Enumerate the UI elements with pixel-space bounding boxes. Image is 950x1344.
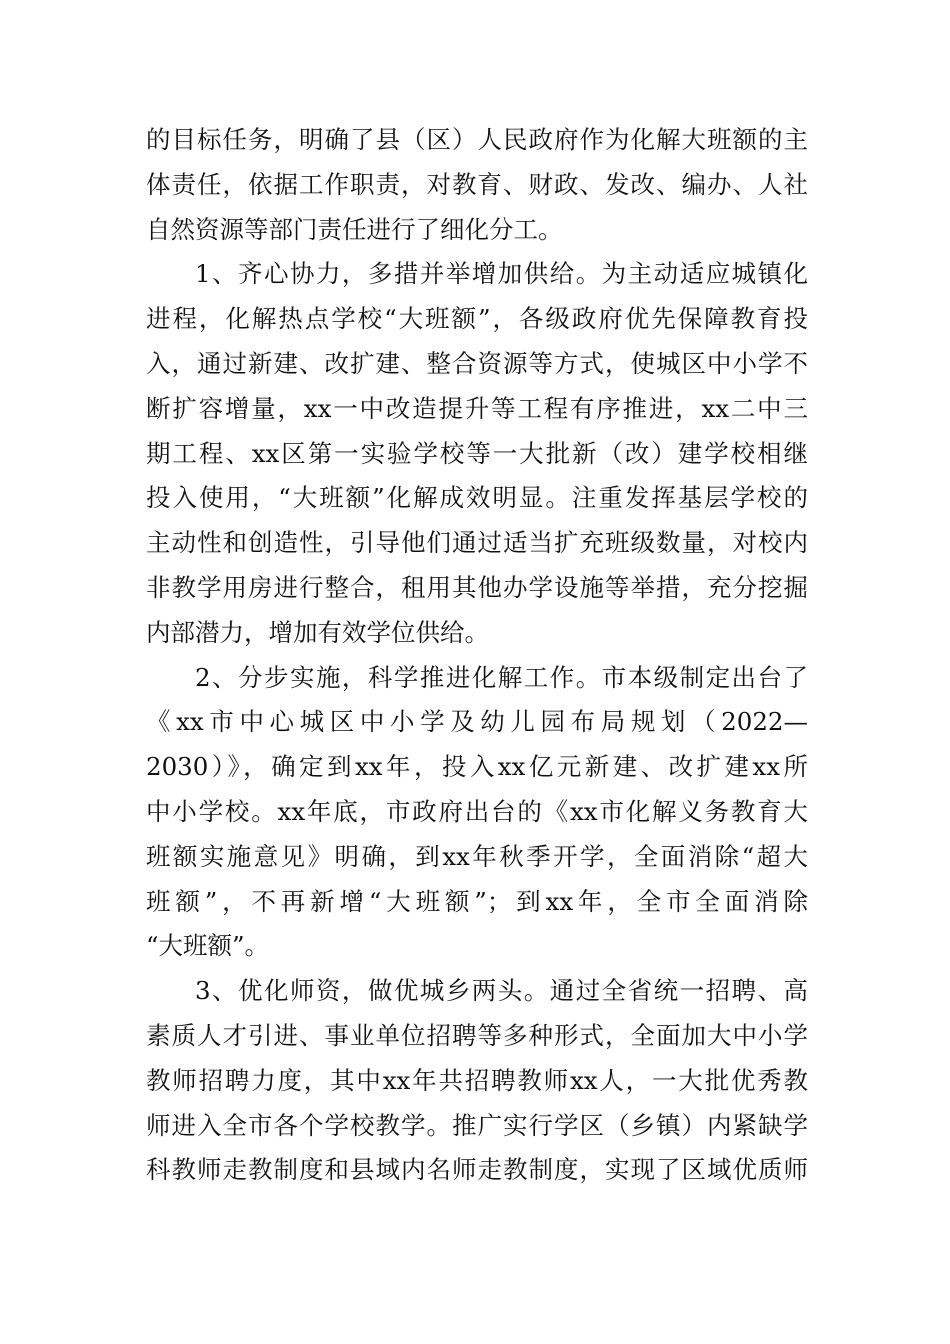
body-text [146,118,808,1193]
text-line: 教师招聘力度，其中xx年共招聘教师xx人，一大批优秀教 [146,1065,808,1095]
text-line: 入，通过新建、改扩建、整合资源等方式，使城区中小学不 [146,348,808,378]
text-line: 师进入全市各个学校教学。推广实行学区（乡镇）内紧缺学 [146,1110,808,1140]
text-line: 期工程、xx区第一实验学校等一大批新（改）建学校相继 [146,438,808,468]
text-line: 1、齐心协力，多措并举增加供给。为主动适应城镇化 [195,259,808,289]
text-line: 内部潜力，增加有效学位供给。 [146,617,489,647]
text-line: 中小学校。xx年底，市政府出台的《xx市化解义务教育大 [146,796,808,826]
text-line: 素质人才引进、事业单位招聘等多种形式，全面加大中小学 [146,1020,808,1050]
text-line: 班额实施意见》明确，到xx年秋季开学，全面消除“超大 [146,841,808,871]
text-line: 《xx市中心城区中小学及幼儿园布局规划（2022— [146,707,808,737]
text-line: 2030）》，确定到xx年，投入xx亿元新建、改扩建xx所 [146,752,808,782]
text-line: 断扩容增量，xx一中改造提升等工程有序推进，xx二中三 [146,393,808,423]
text-line: 班额”，不再新增“大班额”；到xx年，全市全面消除 [146,886,808,916]
text-line: 非教学用房进行整合，租用其他办学设施等举措，充分挖掘 [146,572,808,602]
text-line: 投入使用，“大班额”化解成效明显。注重发挥基层学校的 [146,483,808,513]
text-line: 自然资源等部门责任进行了细化分工。 [146,214,563,244]
text-line: 体责任，依据工作职责，对教育、财政、发改、编办、人社 [146,169,808,199]
text-line: 2、分步实施，科学推进化解工作。市本级制定出台了 [195,662,808,692]
text-line: 科教师走教制度和县域内名师走教制度，实现了区域优质师 [146,1155,808,1185]
text-line: 的目标任务，明确了县（区）人民政府作为化解大班额的主 [146,125,808,154]
text-line: 3、优化师资，做优城乡两头。通过全省统一招聘、高 [195,976,808,1006]
text-line: “大班额”。 [146,931,270,961]
text-line: 主动性和创造性，引导他们通过适当扩充班级数量，对校内 [146,528,808,558]
text-line: 进程，化解热点学校“大班额”，各级政府优先保障教育投 [146,304,808,334]
